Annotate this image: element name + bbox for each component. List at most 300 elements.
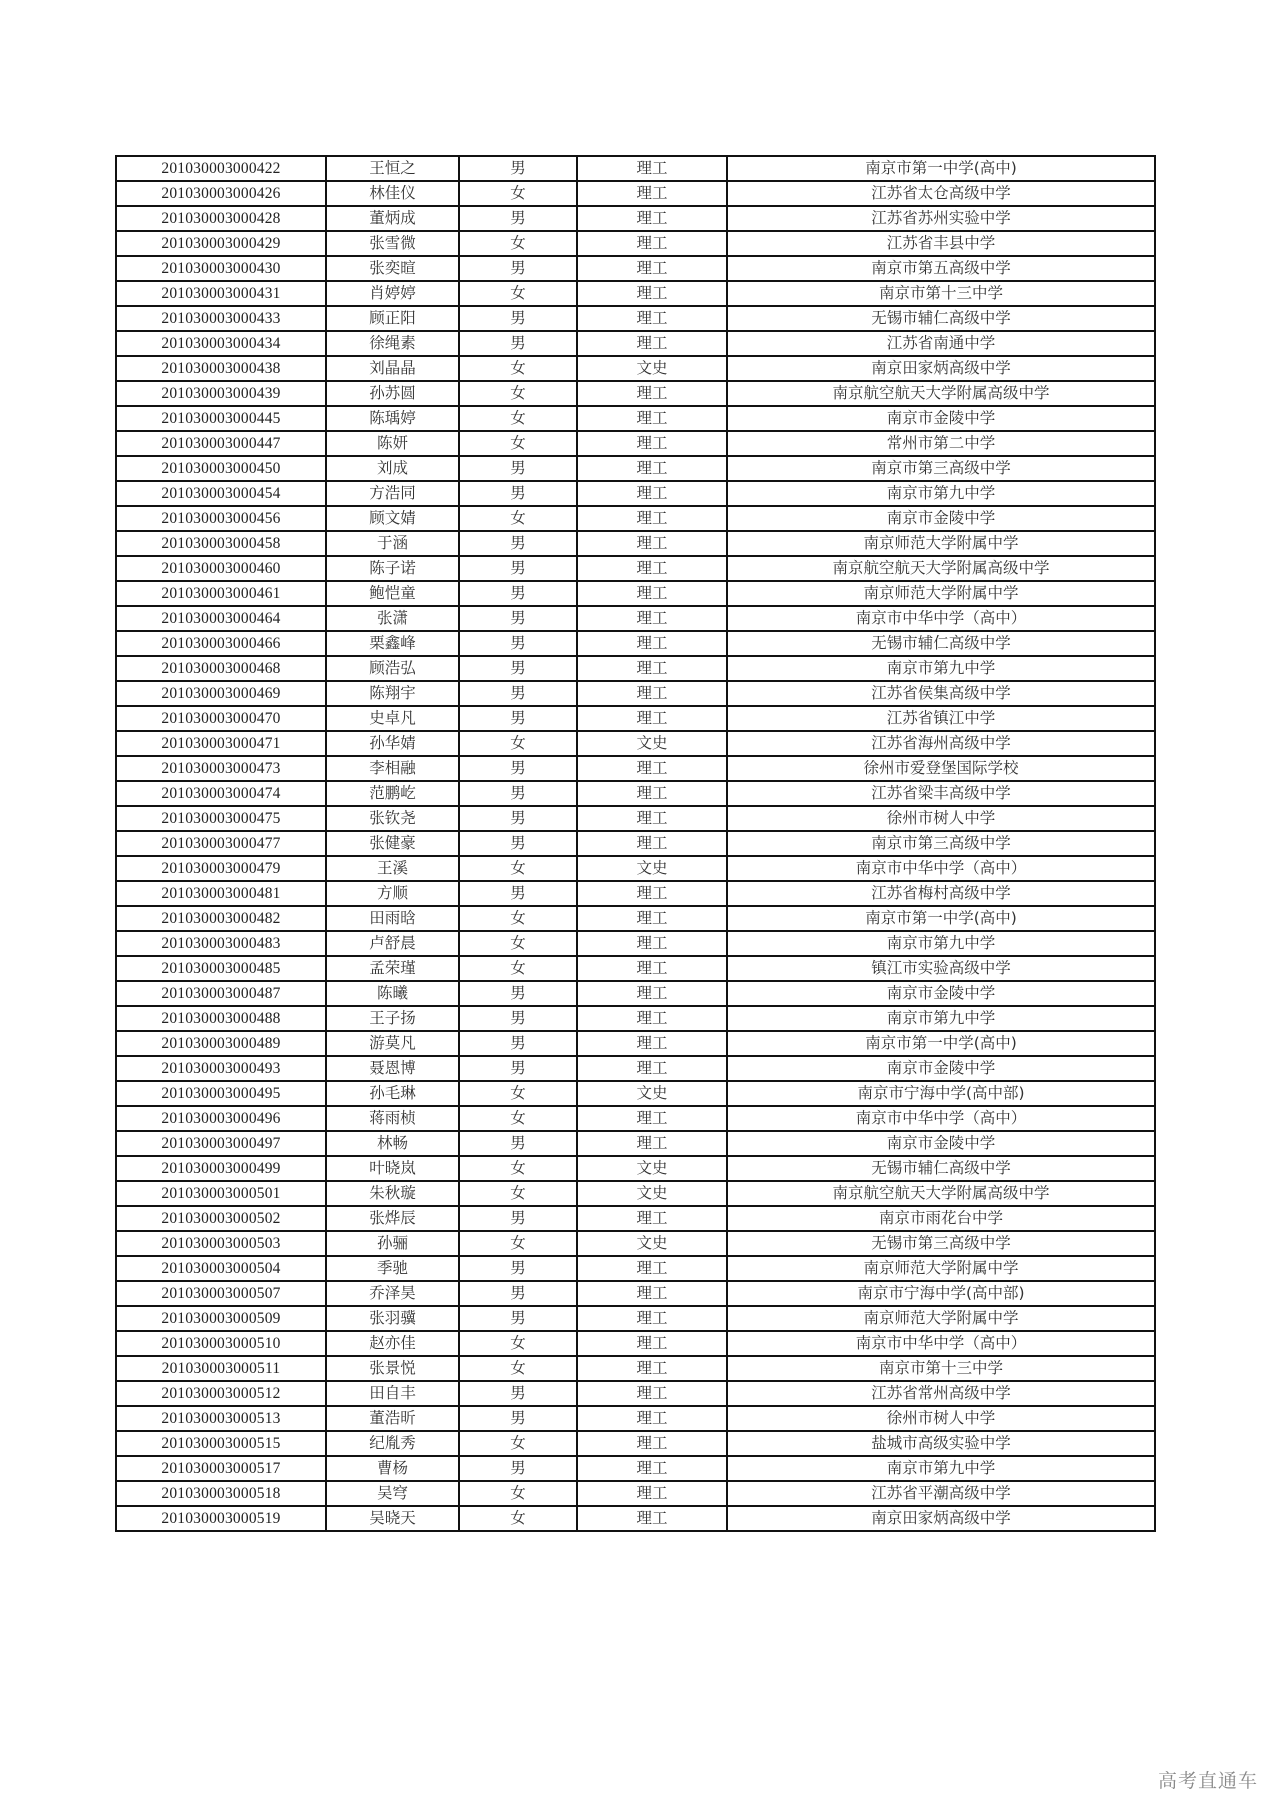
sex-cell: 男	[459, 206, 577, 231]
sex-cell: 男	[459, 1256, 577, 1281]
exam-id-cell: 201030003000473	[116, 756, 326, 781]
table-row	[116, 356, 1155, 381]
school-cell: 南京航空航天大学附属高级中学	[727, 556, 1155, 581]
sex-cell: 女	[459, 281, 577, 306]
exam-id-cell: 201030003000485	[116, 956, 326, 981]
track-cell: 理工	[577, 381, 727, 406]
sex-cell: 女	[459, 1506, 577, 1531]
school-cell: 盐城市高级实验中学	[727, 1431, 1155, 1456]
exam-id-cell: 201030003000493	[116, 1056, 326, 1081]
school-cell: 南京市第九中学	[727, 931, 1155, 956]
school-cell: 南京师范大学附属中学	[727, 1306, 1155, 1331]
school-cell: 徐州市树人中学	[727, 1406, 1155, 1431]
student-name-cell: 方顺	[326, 881, 459, 906]
exam-id-cell: 201030003000447	[116, 431, 326, 456]
table-row	[116, 481, 1155, 506]
school-cell: 江苏省侯集高级中学	[727, 681, 1155, 706]
table-row	[116, 306, 1155, 331]
student-name-cell: 张钦尧	[326, 806, 459, 831]
student-name-cell: 陈子诺	[326, 556, 459, 581]
student-name-cell: 赵亦佳	[326, 1331, 459, 1356]
student-name-cell: 张雪微	[326, 231, 459, 256]
sex-cell: 男	[459, 1306, 577, 1331]
exam-id-cell: 201030003000513	[116, 1406, 326, 1431]
sex-cell: 男	[459, 481, 577, 506]
track-cell: 理工	[577, 631, 727, 656]
table-row	[116, 381, 1155, 406]
school-cell: 南京市中华中学（高中）	[727, 1331, 1155, 1356]
sex-cell: 男	[459, 806, 577, 831]
student-name-cell: 张奕暄	[326, 256, 459, 281]
student-name-cell: 刘成	[326, 456, 459, 481]
student-name-cell: 孙骊	[326, 1231, 459, 1256]
student-roster-table	[115, 155, 1156, 1532]
student-name-cell: 李相融	[326, 756, 459, 781]
sex-cell: 男	[459, 581, 577, 606]
track-cell: 理工	[577, 1256, 727, 1281]
track-cell: 理工	[577, 681, 727, 706]
exam-id-cell: 201030003000519	[116, 1506, 326, 1531]
exam-id-cell: 201030003000422	[116, 156, 326, 181]
table-row	[116, 906, 1155, 931]
track-cell: 文史	[577, 1181, 727, 1206]
table-row	[116, 1281, 1155, 1306]
exam-id-cell: 201030003000489	[116, 1031, 326, 1056]
sex-cell: 女	[459, 356, 577, 381]
track-cell: 理工	[577, 306, 727, 331]
school-cell: 徐州市树人中学	[727, 806, 1155, 831]
track-cell: 理工	[577, 1031, 727, 1056]
school-cell: 南京师范大学附属中学	[727, 1256, 1155, 1281]
table-row	[116, 681, 1155, 706]
exam-id-cell: 201030003000501	[116, 1181, 326, 1206]
exam-id-cell: 201030003000482	[116, 906, 326, 931]
sex-cell: 男	[459, 531, 577, 556]
school-cell: 江苏省苏州实验中学	[727, 206, 1155, 231]
exam-id-cell: 201030003000471	[116, 731, 326, 756]
track-cell: 理工	[577, 656, 727, 681]
sex-cell: 男	[459, 156, 577, 181]
table-row	[116, 1381, 1155, 1406]
school-cell: 南京航空航天大学附属高级中学	[727, 381, 1155, 406]
exam-id-cell: 201030003000469	[116, 681, 326, 706]
track-cell: 理工	[577, 606, 727, 631]
school-cell: 徐州市爱登堡国际学校	[727, 756, 1155, 781]
sex-cell: 男	[459, 781, 577, 806]
table-row	[116, 1131, 1155, 1156]
school-cell: 南京市第一中学(高中)	[727, 906, 1155, 931]
exam-id-cell: 201030003000496	[116, 1106, 326, 1131]
track-cell: 理工	[577, 481, 727, 506]
table-row	[116, 431, 1155, 456]
school-cell: 江苏省梁丰高级中学	[727, 781, 1155, 806]
track-cell: 理工	[577, 881, 727, 906]
school-cell: 镇江市实验高级中学	[727, 956, 1155, 981]
school-cell: 南京市第一中学(高中)	[727, 1031, 1155, 1056]
school-cell: 无锡市辅仁高级中学	[727, 631, 1155, 656]
sex-cell: 女	[459, 1081, 577, 1106]
table-row	[116, 281, 1155, 306]
sex-cell: 女	[459, 856, 577, 881]
track-cell: 文史	[577, 1156, 727, 1181]
exam-id-cell: 201030003000479	[116, 856, 326, 881]
student-name-cell: 乔泽昊	[326, 1281, 459, 1306]
exam-id-cell: 201030003000517	[116, 1456, 326, 1481]
student-name-cell: 田雨晗	[326, 906, 459, 931]
table-row	[116, 781, 1155, 806]
table-row	[116, 206, 1155, 231]
sex-cell: 男	[459, 256, 577, 281]
student-name-cell: 张烨辰	[326, 1206, 459, 1231]
student-name-cell: 王溪	[326, 856, 459, 881]
student-name-cell: 鲍恺童	[326, 581, 459, 606]
table-row	[116, 1081, 1155, 1106]
student-name-cell: 陈曦	[326, 981, 459, 1006]
school-cell: 江苏省镇江中学	[727, 706, 1155, 731]
exam-id-cell: 201030003000466	[116, 631, 326, 656]
table-row	[116, 1256, 1155, 1281]
school-cell: 南京市第三高级中学	[727, 831, 1155, 856]
sex-cell: 女	[459, 381, 577, 406]
student-name-cell: 陈妍	[326, 431, 459, 456]
table-row	[116, 956, 1155, 981]
school-cell: 常州市第二中学	[727, 431, 1155, 456]
table-row	[116, 531, 1155, 556]
sex-cell: 男	[459, 606, 577, 631]
sex-cell: 女	[459, 956, 577, 981]
table-row	[116, 706, 1155, 731]
track-cell: 理工	[577, 806, 727, 831]
exam-id-cell: 201030003000483	[116, 931, 326, 956]
student-name-cell: 顾正阳	[326, 306, 459, 331]
track-cell: 理工	[577, 931, 727, 956]
table-row	[116, 1331, 1155, 1356]
sex-cell: 女	[459, 1181, 577, 1206]
track-cell: 理工	[577, 1381, 727, 1406]
school-cell: 南京田家炳高级中学	[727, 1506, 1155, 1531]
track-cell: 理工	[577, 1506, 727, 1531]
table-row	[116, 1481, 1155, 1506]
track-cell: 理工	[577, 756, 727, 781]
sex-cell: 男	[459, 681, 577, 706]
student-name-cell: 董炳成	[326, 206, 459, 231]
exam-id-cell: 201030003000502	[116, 1206, 326, 1231]
student-name-cell: 张潇	[326, 606, 459, 631]
table-row	[116, 1006, 1155, 1031]
roster-body	[116, 156, 1155, 1531]
table-row	[116, 231, 1155, 256]
track-cell: 理工	[577, 706, 727, 731]
track-cell: 理工	[577, 956, 727, 981]
track-cell: 理工	[577, 231, 727, 256]
exam-id-cell: 201030003000509	[116, 1306, 326, 1331]
student-name-cell: 孙毛琳	[326, 1081, 459, 1106]
exam-id-cell: 201030003000497	[116, 1131, 326, 1156]
track-cell: 理工	[577, 406, 727, 431]
sex-cell: 女	[459, 181, 577, 206]
school-cell: 南京市雨花台中学	[727, 1206, 1155, 1231]
sex-cell: 男	[459, 306, 577, 331]
track-cell: 理工	[577, 1056, 727, 1081]
student-name-cell: 田自丰	[326, 1381, 459, 1406]
sex-cell: 男	[459, 981, 577, 1006]
track-cell: 理工	[577, 906, 727, 931]
exam-id-cell: 201030003000510	[116, 1331, 326, 1356]
school-cell: 南京田家炳高级中学	[727, 356, 1155, 381]
table-row	[116, 506, 1155, 531]
track-cell: 理工	[577, 981, 727, 1006]
sex-cell: 男	[459, 556, 577, 581]
sex-cell: 男	[459, 706, 577, 731]
sex-cell: 男	[459, 331, 577, 356]
student-name-cell: 肖婷婷	[326, 281, 459, 306]
school-cell: 南京市第三高级中学	[727, 456, 1155, 481]
exam-id-cell: 201030003000464	[116, 606, 326, 631]
exam-id-cell: 201030003000468	[116, 656, 326, 681]
exam-id-cell: 201030003000511	[116, 1356, 326, 1381]
school-cell: 江苏省常州高级中学	[727, 1381, 1155, 1406]
school-cell: 南京市中华中学（高中）	[727, 856, 1155, 881]
school-cell: 南京市金陵中学	[727, 1056, 1155, 1081]
sex-cell: 女	[459, 1331, 577, 1356]
exam-id-cell: 201030003000507	[116, 1281, 326, 1306]
school-cell: 南京市第五高级中学	[727, 256, 1155, 281]
exam-id-cell: 201030003000481	[116, 881, 326, 906]
table-row	[116, 931, 1155, 956]
sex-cell: 女	[459, 506, 577, 531]
sex-cell: 男	[459, 631, 577, 656]
school-cell: 南京市宁海中学(高中部)	[727, 1081, 1155, 1106]
table-row	[116, 1231, 1155, 1256]
school-cell: 南京市中华中学（高中）	[727, 606, 1155, 631]
table-row	[116, 556, 1155, 581]
track-cell: 理工	[577, 506, 727, 531]
student-name-cell: 林佳仪	[326, 181, 459, 206]
sex-cell: 女	[459, 1481, 577, 1506]
sex-cell: 男	[459, 831, 577, 856]
track-cell: 理工	[577, 1106, 727, 1131]
track-cell: 理工	[577, 1281, 727, 1306]
sex-cell: 男	[459, 656, 577, 681]
table-row	[116, 406, 1155, 431]
track-cell: 文史	[577, 856, 727, 881]
student-name-cell: 季驰	[326, 1256, 459, 1281]
track-cell: 理工	[577, 1006, 727, 1031]
exam-id-cell: 201030003000450	[116, 456, 326, 481]
school-cell: 江苏省南通中学	[727, 331, 1155, 356]
sex-cell: 女	[459, 906, 577, 931]
student-name-cell: 陈瑀婷	[326, 406, 459, 431]
sex-cell: 女	[459, 931, 577, 956]
school-cell: 江苏省梅村高级中学	[727, 881, 1155, 906]
student-name-cell: 史卓凡	[326, 706, 459, 731]
sex-cell: 男	[459, 1056, 577, 1081]
student-name-cell: 林畅	[326, 1131, 459, 1156]
student-name-cell: 曹杨	[326, 1456, 459, 1481]
sex-cell: 女	[459, 1106, 577, 1131]
sex-cell: 女	[459, 1156, 577, 1181]
student-name-cell: 方浩同	[326, 481, 459, 506]
sex-cell: 女	[459, 1356, 577, 1381]
table-row	[116, 1431, 1155, 1456]
student-name-cell: 吴穹	[326, 1481, 459, 1506]
track-cell: 理工	[577, 206, 727, 231]
exam-id-cell: 201030003000512	[116, 1381, 326, 1406]
track-cell: 文史	[577, 731, 727, 756]
exam-id-cell: 201030003000515	[116, 1431, 326, 1456]
track-cell: 理工	[577, 1206, 727, 1231]
table-row	[116, 756, 1155, 781]
table-row	[116, 1156, 1155, 1181]
student-name-cell: 徐绳素	[326, 331, 459, 356]
sex-cell: 女	[459, 1431, 577, 1456]
exam-id-cell: 201030003000439	[116, 381, 326, 406]
student-name-cell: 顾浩弘	[326, 656, 459, 681]
exam-id-cell: 201030003000503	[116, 1231, 326, 1256]
sex-cell: 男	[459, 881, 577, 906]
table-row	[116, 1031, 1155, 1056]
student-name-cell: 游莫凡	[326, 1031, 459, 1056]
track-cell: 理工	[577, 181, 727, 206]
table-row	[116, 1356, 1155, 1381]
table-row	[116, 656, 1155, 681]
student-name-cell: 孙苏圆	[326, 381, 459, 406]
table-row	[116, 1206, 1155, 1231]
student-name-cell: 刘晶晶	[326, 356, 459, 381]
sex-cell: 男	[459, 1281, 577, 1306]
school-cell: 南京市第九中学	[727, 1006, 1155, 1031]
exam-id-cell: 201030003000438	[116, 356, 326, 381]
track-cell: 文史	[577, 356, 727, 381]
school-cell: 南京师范大学附属中学	[727, 581, 1155, 606]
school-cell: 南京市第十三中学	[727, 1356, 1155, 1381]
exam-id-cell: 201030003000429	[116, 231, 326, 256]
sex-cell: 女	[459, 406, 577, 431]
school-cell: 南京市金陵中学	[727, 1131, 1155, 1156]
table-row	[116, 806, 1155, 831]
school-cell: 江苏省丰县中学	[727, 231, 1155, 256]
school-cell: 南京市第一中学(高中)	[727, 156, 1155, 181]
student-name-cell: 于涵	[326, 531, 459, 556]
track-cell: 理工	[577, 1456, 727, 1481]
school-cell: 无锡市第三高级中学	[727, 1231, 1155, 1256]
table-row	[116, 1456, 1155, 1481]
track-cell: 理工	[577, 1131, 727, 1156]
school-cell: 江苏省太仓高级中学	[727, 181, 1155, 206]
table-row	[116, 881, 1155, 906]
sex-cell: 男	[459, 456, 577, 481]
table-row	[116, 606, 1155, 631]
sex-cell: 男	[459, 756, 577, 781]
student-name-cell: 张景悦	[326, 1356, 459, 1381]
table-row	[116, 631, 1155, 656]
sex-cell: 男	[459, 1381, 577, 1406]
track-cell: 理工	[577, 256, 727, 281]
exam-id-cell: 201030003000426	[116, 181, 326, 206]
track-cell: 理工	[577, 556, 727, 581]
student-name-cell: 蒋雨桢	[326, 1106, 459, 1131]
table-row	[116, 181, 1155, 206]
school-cell: 南京航空航天大学附属高级中学	[727, 1181, 1155, 1206]
school-cell: 无锡市辅仁高级中学	[727, 1156, 1155, 1181]
table-row	[116, 1506, 1155, 1531]
student-name-cell: 栗鑫峰	[326, 631, 459, 656]
student-name-cell: 陈翔宇	[326, 681, 459, 706]
exam-id-cell: 201030003000431	[116, 281, 326, 306]
table-row	[116, 1056, 1155, 1081]
exam-id-cell: 201030003000504	[116, 1256, 326, 1281]
student-name-cell: 吴晓天	[326, 1506, 459, 1531]
student-name-cell: 顾文婧	[326, 506, 459, 531]
exam-id-cell: 201030003000477	[116, 831, 326, 856]
school-cell: 南京市第九中学	[727, 656, 1155, 681]
school-cell: 南京市第九中学	[727, 481, 1155, 506]
exam-id-cell: 201030003000445	[116, 406, 326, 431]
exam-id-cell: 201030003000470	[116, 706, 326, 731]
exam-id-cell: 201030003000460	[116, 556, 326, 581]
school-cell: 南京市中华中学（高中）	[727, 1106, 1155, 1131]
track-cell: 理工	[577, 431, 727, 456]
track-cell: 理工	[577, 156, 727, 181]
school-cell: 无锡市辅仁高级中学	[727, 306, 1155, 331]
sex-cell: 女	[459, 231, 577, 256]
student-name-cell: 王子扬	[326, 1006, 459, 1031]
sex-cell: 男	[459, 1206, 577, 1231]
school-cell: 南京市宁海中学(高中部)	[727, 1281, 1155, 1306]
school-cell: 南京市金陵中学	[727, 981, 1155, 1006]
exam-id-cell: 201030003000499	[116, 1156, 326, 1181]
student-name-cell: 纪胤秀	[326, 1431, 459, 1456]
school-cell: 南京市金陵中学	[727, 406, 1155, 431]
exam-id-cell: 201030003000433	[116, 306, 326, 331]
track-cell: 理工	[577, 781, 727, 806]
exam-id-cell: 201030003000430	[116, 256, 326, 281]
school-cell: 江苏省海州高级中学	[727, 731, 1155, 756]
school-cell: 南京市第十三中学	[727, 281, 1155, 306]
exam-id-cell: 201030003000458	[116, 531, 326, 556]
table-row	[116, 256, 1155, 281]
student-name-cell: 张健豪	[326, 831, 459, 856]
sex-cell: 女	[459, 431, 577, 456]
table-row	[116, 856, 1155, 881]
track-cell: 理工	[577, 531, 727, 556]
table-row	[116, 831, 1155, 856]
table-row	[116, 456, 1155, 481]
exam-id-cell: 201030003000518	[116, 1481, 326, 1506]
track-cell: 理工	[577, 1331, 727, 1356]
track-cell: 理工	[577, 331, 727, 356]
exam-id-cell: 201030003000475	[116, 806, 326, 831]
student-name-cell: 孙华婧	[326, 731, 459, 756]
track-cell: 理工	[577, 1406, 727, 1431]
exam-id-cell: 201030003000487	[116, 981, 326, 1006]
table-row	[116, 1406, 1155, 1431]
student-name-cell: 张羽骥	[326, 1306, 459, 1331]
table-row	[116, 581, 1155, 606]
exam-id-cell: 201030003000434	[116, 331, 326, 356]
table-row	[116, 731, 1155, 756]
track-cell: 文史	[577, 1081, 727, 1106]
school-cell: 南京师范大学附属中学	[727, 531, 1155, 556]
track-cell: 理工	[577, 456, 727, 481]
exam-id-cell: 201030003000428	[116, 206, 326, 231]
table-row	[116, 156, 1155, 181]
table-row	[116, 1181, 1155, 1206]
sex-cell: 男	[459, 1456, 577, 1481]
school-cell: 南京市第九中学	[727, 1456, 1155, 1481]
table-row	[116, 331, 1155, 356]
table-row	[116, 981, 1155, 1006]
